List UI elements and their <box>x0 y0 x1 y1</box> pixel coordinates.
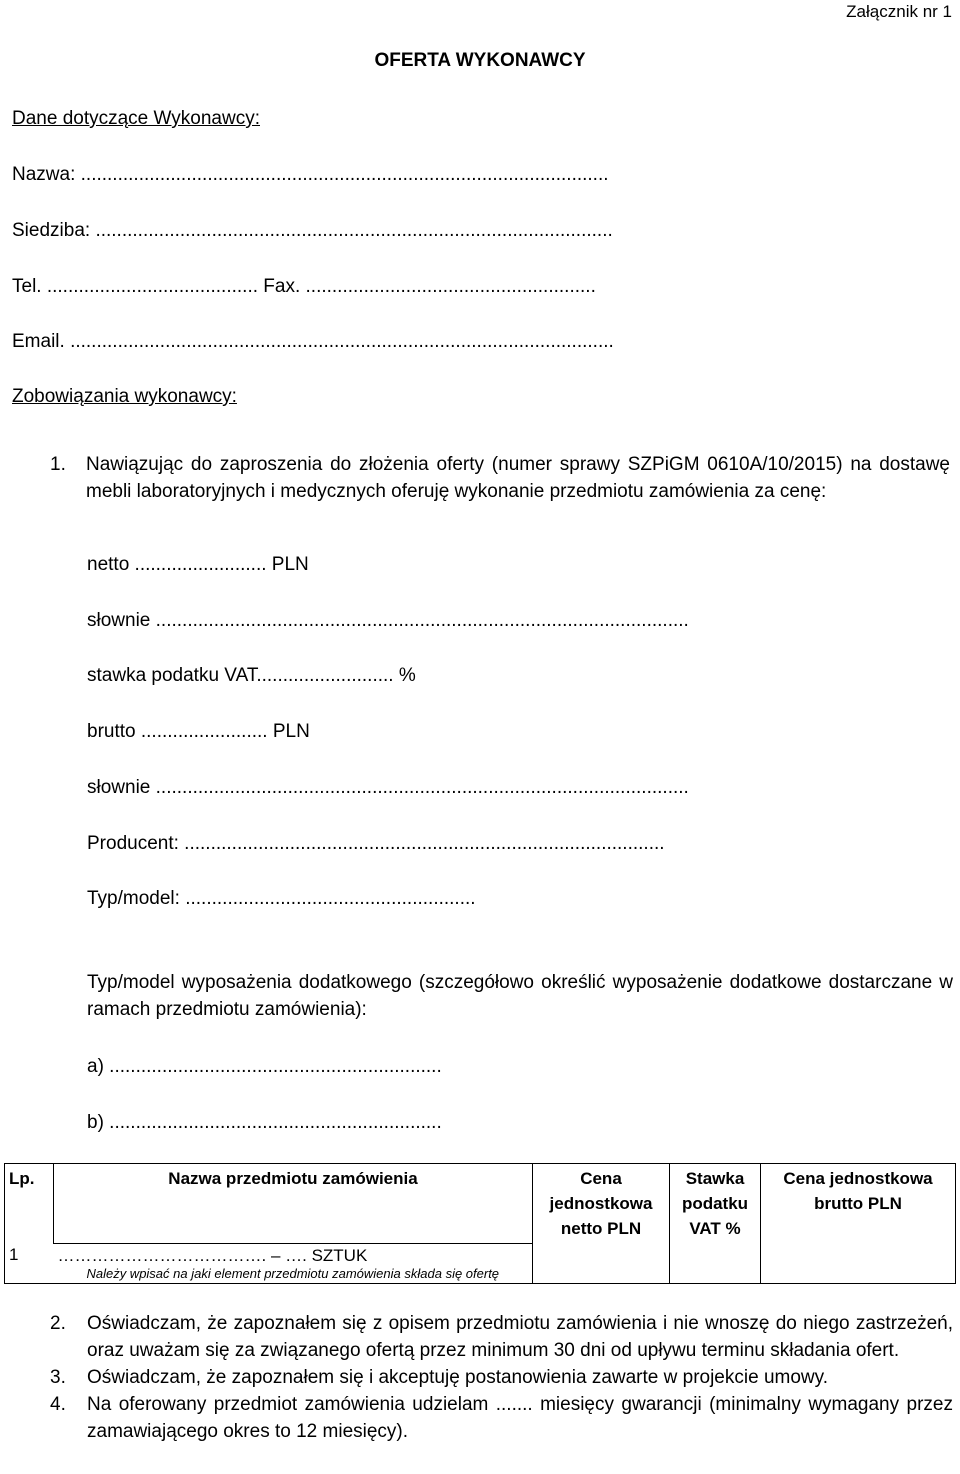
table-header-row <box>5 1164 956 1244</box>
brutto-words-field[interactable]: słownie ..................................................................................................... <box>87 777 689 798</box>
item-1-text: Nawiązując do zaproszenia do złożenia oferty (numer sprawy SZPiGM 0610A/10/2015) na dostawę mebli laboratoryjnych i medycznych oferuję wykonanie przedmiotu zamówienia za cenę: <box>86 454 950 502</box>
table-row <box>5 1243 956 1283</box>
contractor-heading: Dane dotyczące Wykonawcy: <box>12 108 260 129</box>
equipment-b-field[interactable]: b) ............................................................... <box>87 1112 442 1133</box>
item-1-number: 1. <box>50 454 66 475</box>
item-number: 2. <box>50 1313 66 1334</box>
netto-words-field[interactable]: słownie ..................................................................................................... <box>87 610 689 631</box>
offer-table <box>4 1163 956 1284</box>
obligations-heading: Zobowiązania wykonawcy: <box>12 386 237 407</box>
row-unit-gross-price[interactable] <box>761 1243 956 1283</box>
vat-field[interactable]: stawka podatku VAT.......................... % <box>87 665 416 686</box>
equipment-a-field[interactable]: a) ............................................................... <box>87 1056 442 1077</box>
brutto-field[interactable]: brutto ........................ PLN <box>87 721 310 742</box>
row-item-name[interactable] <box>54 1243 533 1283</box>
tel-fax-field[interactable]: Tel. ........................................ Fax. ....................................................... <box>12 276 596 297</box>
header-unit-gross-price: Cena jednostkowa brutto PLN <box>761 1164 956 1244</box>
list-item <box>50 1310 953 1364</box>
row-item-name-text: ………………………………. – …. SZTUK <box>57 1245 368 1265</box>
name-field[interactable]: Nazwa: .................................................................................................... <box>12 164 609 185</box>
row-note: Należy wpisać na jaki element przedmiotu zamówienia składa się ofertę <box>86 1265 500 1281</box>
item-number: 4. <box>50 1394 66 1415</box>
additional-equipment-text: Typ/model wyposażenia dodatkowego (szczegółowo określić wyposażenie dodatkowe dostarczane w ramach przedmiotu zamówienia): <box>87 972 953 1020</box>
header-unit-net-price: Cena jednostkowa netto PLN <box>533 1164 670 1244</box>
row-unit-net-price[interactable] <box>533 1243 670 1283</box>
list-item <box>50 1391 953 1445</box>
producer-field[interactable]: Producent: ........................................................................................... <box>87 833 665 854</box>
header-vat-rate: Stawka podatku VAT % <box>670 1164 761 1244</box>
item-text: Oświadczam, że zapoznałem się z opisem przedmiotu zamówienia i nie wnoszę do niego zastrzeżeń, oraz uważam się za związanego ofertą przez minimum 30 dni od upływu terminu składania ofert. <box>87 1313 953 1361</box>
attachment-label: Załącznik nr 1 <box>846 2 952 21</box>
header-lp: Lp. <box>5 1164 54 1244</box>
model-field[interactable]: Typ/model: ....................................................... <box>87 888 476 909</box>
list-item <box>50 1364 953 1391</box>
declarations-list <box>50 1310 953 1445</box>
item-number: 3. <box>50 1367 66 1388</box>
page-title: OFERTA WYKONAWCY <box>374 50 586 71</box>
email-field[interactable]: Email. ....................................................................................................... <box>12 331 614 352</box>
row-vat-rate[interactable] <box>670 1243 761 1283</box>
row-lp: 1 <box>5 1243 54 1283</box>
item-1 <box>50 451 950 505</box>
header-item-name: Nazwa przedmiotu zamówienia <box>54 1164 533 1244</box>
item-text: Na oferowany przedmiot zamówienia udzielam ....... miesięcy gwarancji (minimalny wymagany przez zamawiającego okres to 12 miesięcy). <box>87 1394 953 1442</box>
netto-field[interactable]: netto ......................... PLN <box>87 554 309 575</box>
item-text: Oświadczam, że zapoznałem się i akceptuję postanowienia zawarte w projekcie umowy. <box>87 1367 828 1388</box>
seat-field[interactable]: Siedziba: .................................................................................................. <box>12 220 613 241</box>
